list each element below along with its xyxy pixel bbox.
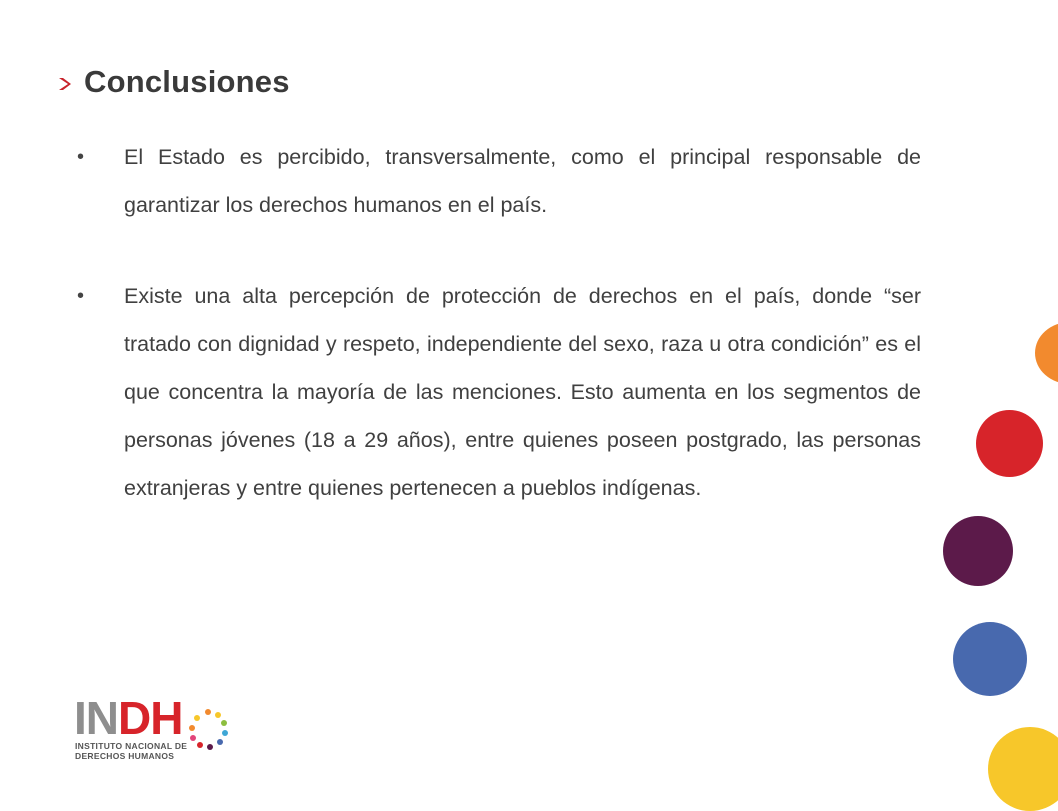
logo-subtitle — [75, 741, 187, 761]
bullet-text: Existe una alta percepción de protección de derechos en el país, donde “ser tratado con dignidad y respeto, independiente del sexo, raza u otra condición” es el que concentra la mayoría de las menciones. Esto aumenta en los segmentos de personas jóvenes (18 a 29 años), entre quienes poseen postgrado, las personas extranjeras y entre quienes pertenecen a pueblos indígenas. — [124, 284, 921, 500]
decorative-orange-circle — [1035, 322, 1058, 384]
decorative-purple-circle — [943, 516, 1013, 586]
logo-wordmark-dh: DH — [118, 692, 183, 744]
bullet-marker: • — [77, 285, 85, 307]
bullet-marker: • — [77, 146, 85, 168]
logo-wordmark — [74, 692, 183, 744]
logo-wordmark-in: IN — [74, 692, 118, 744]
indh-logo — [74, 692, 234, 765]
decorative-blue-circle — [953, 622, 1027, 696]
bullet-text: El Estado es percibido, transversalmente, como el principal responsable de garantizar los derechos humanos en el país. — [124, 145, 921, 217]
chevron-right-icon — [55, 72, 75, 96]
logo-dots-ring-icon — [186, 707, 230, 751]
decorative-red-circle — [976, 410, 1043, 477]
decorative-yellow-circle — [988, 727, 1058, 811]
logo-subtitle-line1: INSTITUTO NACIONAL DE — [75, 741, 188, 751]
bullet-item — [75, 272, 921, 512]
slide-header — [55, 62, 290, 102]
bullet-list — [75, 133, 921, 555]
logo-subtitle-line2: DERECHOS HUMANOS — [75, 751, 175, 761]
slide-title: Conclusiones — [84, 64, 290, 99]
bullet-item — [75, 133, 921, 229]
